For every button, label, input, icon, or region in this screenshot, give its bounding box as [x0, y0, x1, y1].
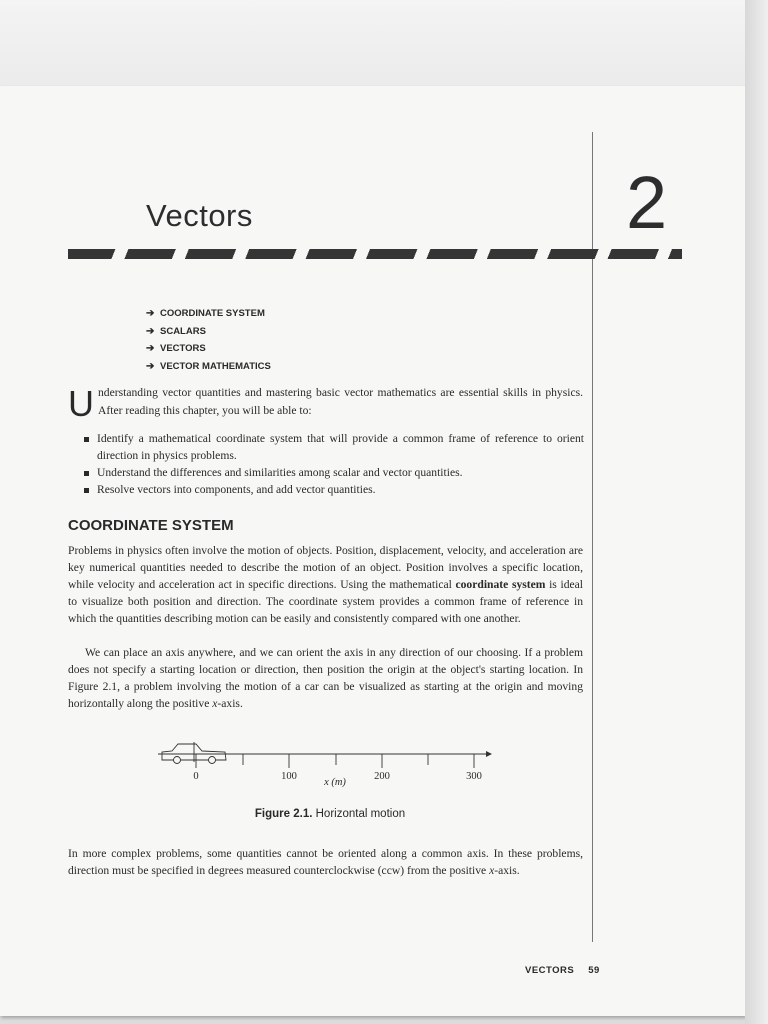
topic-item: ➔ VECTOR MATHEMATICS	[146, 360, 271, 372]
arrow-right-icon: ➔	[146, 360, 155, 372]
bullet-square-icon	[84, 471, 89, 476]
tick-label: 0	[193, 771, 199, 782]
bullet-square-icon	[84, 437, 89, 442]
body-paragraph-1: Problems in physics often involve the motion of objects. Position, displacement, velocity, and acceleration are key numerical quantities needed to describe the motion of an object. Position involves a specific location, while velocity and acceleration act in specific directions. Using the mathematical coordinate system is ideal to visualize both position and direction. The coordinate system provides a common frame of reference in which the quantities describing motion can be easily and consistently compared with one another.	[68, 544, 583, 625]
axis-ticks	[196, 754, 474, 768]
page-footer	[525, 965, 600, 976]
chapter-topics-list	[146, 305, 271, 375]
objective-item: Resolve vectors into components, and add vector quantities.	[84, 481, 584, 498]
arrow-right-icon: ➔	[146, 343, 155, 355]
tick-label: 200	[374, 771, 390, 782]
objectives-list	[84, 430, 584, 498]
intro-text: nderstanding vector quantities and mastering basic vector mathematics are essential skills in physics. After reading this chapter, you will be able to:	[98, 386, 583, 417]
section-heading: COORDINATE SYSTEM	[68, 517, 234, 534]
arrow-right-icon: ➔	[146, 325, 155, 337]
body-paragraph-2: We can place an axis anywhere, and we can orient the axis in any direction of our choosing. If a problem does not specify a starting location or direction, then position the origin at the object's starting location. In Figure 2.1, a problem involving the motion of a car can be visualized as starting at the origin and moving horizontally along the positive x-axis.	[68, 646, 583, 710]
figure-horizontal-axis	[150, 732, 510, 807]
objective-item: Understand the differences and similarities among scalar and vector quantities.	[84, 464, 584, 481]
chapter-number: 2	[626, 161, 668, 244]
page-number: 59	[588, 965, 600, 976]
bullet-square-icon	[84, 488, 89, 493]
topic-item: ➔ VECTORS	[146, 343, 206, 355]
topic-item: ➔ SCALARS	[146, 325, 206, 337]
tick-label: 300	[466, 771, 482, 782]
intro-paragraph	[68, 383, 583, 424]
body-paragraph-3: In more complex problems, some quantities cannot be oriented along a common axis. In these problems, direction must be specified in degrees measured counterclockwise (ccw) from the positive x-axis.	[68, 847, 583, 877]
axis-label: x (m)	[324, 777, 346, 788]
key-term: coordinate system	[455, 578, 546, 591]
chapter-title: Vectors	[146, 198, 253, 233]
arrow-right-icon: ➔	[146, 308, 155, 320]
figure-caption: Figure 2.1. Horizontal motion	[254, 808, 406, 820]
axis-arrowhead-icon	[486, 751, 492, 757]
topic-item: ➔ COORDINATE SYSTEM	[146, 308, 265, 320]
drop-cap: U	[68, 383, 94, 424]
objective-item: Identify a mathematical coordinate system that will provide a common frame of reference to orient direction in physics problems.	[84, 430, 584, 464]
page-binding-edge	[745, 0, 768, 1024]
tick-label: 100	[281, 771, 297, 782]
running-head: VECTORS	[525, 965, 575, 976]
previous-page-edge	[0, 0, 768, 88]
car-icon	[162, 742, 226, 764]
chapter-stripe-divider	[68, 249, 682, 259]
